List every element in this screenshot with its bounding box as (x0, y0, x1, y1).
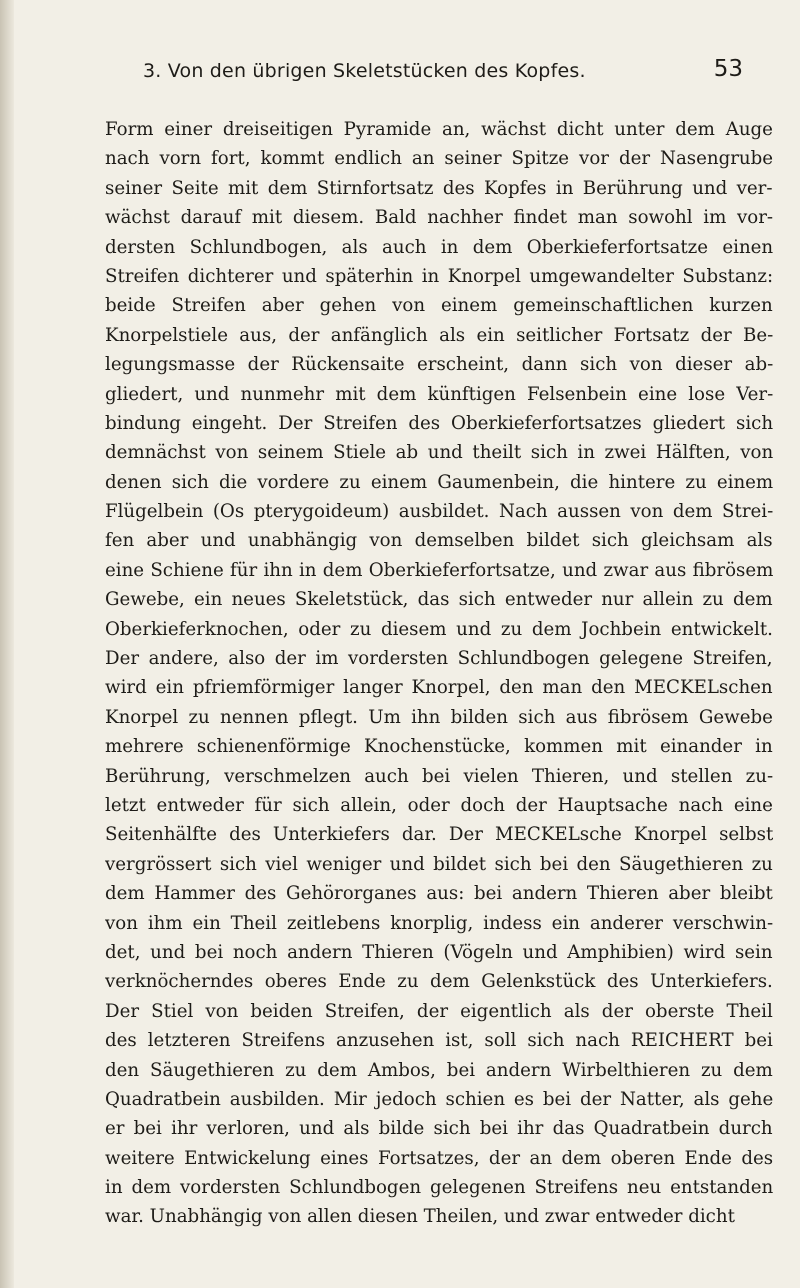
text-line: Knorpel zu nennen pflegt. Um ihn bilden sich aus fibrösem Gewebe (105, 706, 773, 728)
text-line: nach vorn fort, kommt endlich an seiner Spitze vor der Nasengrube (105, 148, 773, 170)
text-line: seiner Seite mit dem Stirnfortsatz des Kopfes in Berührung und ver- (105, 177, 773, 199)
text-line: gliedert, und nunmehr mit dem künftigen Felsenbein eine lose Ver- (105, 383, 773, 405)
text-line: det, und bei noch andern Thieren (Vögeln und Amphibien) wird sein (105, 941, 773, 963)
text-line: wächst darauf mit diesem. Bald nachher findet man sowohl im vor- (105, 207, 773, 229)
text-line: Der andere, also der im vordersten Schlundbogen gelegene Streifen, (105, 648, 773, 670)
text-line: des letzteren Streifens anzusehen ist, soll sich nach REICHERT bei (105, 1030, 773, 1052)
text-line: mehrere schienenförmige Knochenstücke, kommen mit einander in (105, 736, 773, 758)
text-line: in dem vordersten Schlundbogen gelegenen Streifens neu entstanden (105, 1177, 773, 1199)
text-line: eine Schiene für ihn in dem Oberkieferfortsatze, und zwar aus fibrösem (105, 559, 773, 581)
text-line: Flügelbein (Os pterygoideum) ausbildet. Nach aussen von dem Strei- (105, 501, 773, 523)
text-line: Der Stiel von beiden Streifen, der eigentlich als der oberste Theil (105, 1000, 773, 1022)
text-line: dem Hammer des Gehörorganes aus: bei andern Thieren aber bleibt (105, 883, 773, 905)
text-line: Streifen dichterer und späterhin in Knorpel umgewandelter Substanz: (105, 265, 773, 287)
body-text (105, 115, 773, 1232)
text-line: war. Unabhängig von allen diesen Theilen, und zwar entweder dicht (105, 1206, 735, 1228)
text-line: verknöcherndes oberes Ende zu dem Gelenkstück des Unterkiefers. (105, 971, 773, 993)
text-line: weitere Entwickelung eines Fortsatzes, der an dem oberen Ende des (105, 1147, 773, 1169)
text-line: fen aber und unabhängig von demselben bildet sich gleichsam als (105, 530, 773, 552)
text-line: Quadratbein ausbilden. Mir jedoch schien es bei der Natter, als gehe (105, 1088, 773, 1110)
text-line: bindung eingeht. Der Streifen des Oberkieferfortsatzes gliedert sich (105, 412, 773, 434)
text-line: Oberkieferknochen, oder zu diesem und zu dem Jochbein entwickelt. (105, 618, 773, 640)
text-line: dersten Schlundbogen, als auch in dem Oberkieferfortsatze einen (105, 236, 773, 258)
binding-edge-shadow (0, 0, 14, 1288)
text-line: letzt entweder für sich allein, oder doch der Hauptsache nach eine (105, 794, 773, 816)
page-number: 53 (713, 56, 743, 82)
text-line: wird ein pfriemförmiger langer Knorpel, den man den MECKELschen (105, 677, 773, 699)
text-line: Gewebe, ein neues Skeletstück, das sich entweder nur allein zu dem (105, 589, 773, 611)
text-line: Berührung, verschmelzen auch bei vielen Thieren, und stellen zu- (105, 765, 773, 787)
text-line: demnächst von seinem Stiele ab und theilt sich in zwei Hälften, von (105, 442, 773, 464)
text-line: er bei ihr verloren, und als bilde sich bei ihr das Quadratbein durch (105, 1118, 773, 1140)
text-line: denen sich die vordere zu einem Gaumenbein, die hintere zu einem (105, 471, 773, 493)
text-line: legungsmasse der Rückensaite erscheint, dann sich von dieser ab- (105, 354, 773, 376)
chapter-heading: 3. Von den übrigen Skeletstücken des Kopfes. (143, 60, 586, 82)
text-line: beide Streifen aber gehen von einem gemeinschaftlichen kurzen (105, 295, 773, 317)
text-line: Form einer dreiseitigen Pyramide an, wächst dicht unter dem Auge (105, 119, 773, 140)
text-line: Knorpelstiele aus, der anfänglich als ein seitlicher Fortsatz der Be- (105, 324, 773, 346)
text-line: Seitenhälfte des Unterkiefers dar. Der MECKELsche Knorpel selbst (105, 824, 773, 846)
text-line: vergrössert sich viel weniger und bildet sich bei den Säugethieren zu (105, 853, 773, 875)
text-line: den Säugethieren zu dem Ambos, bei andern Wirbelthieren zu dem (105, 1059, 773, 1081)
running-header (143, 56, 743, 86)
text-line: von ihm ein Theil zeitlebens knorplig, indess ein anderer verschwin- (105, 912, 773, 934)
